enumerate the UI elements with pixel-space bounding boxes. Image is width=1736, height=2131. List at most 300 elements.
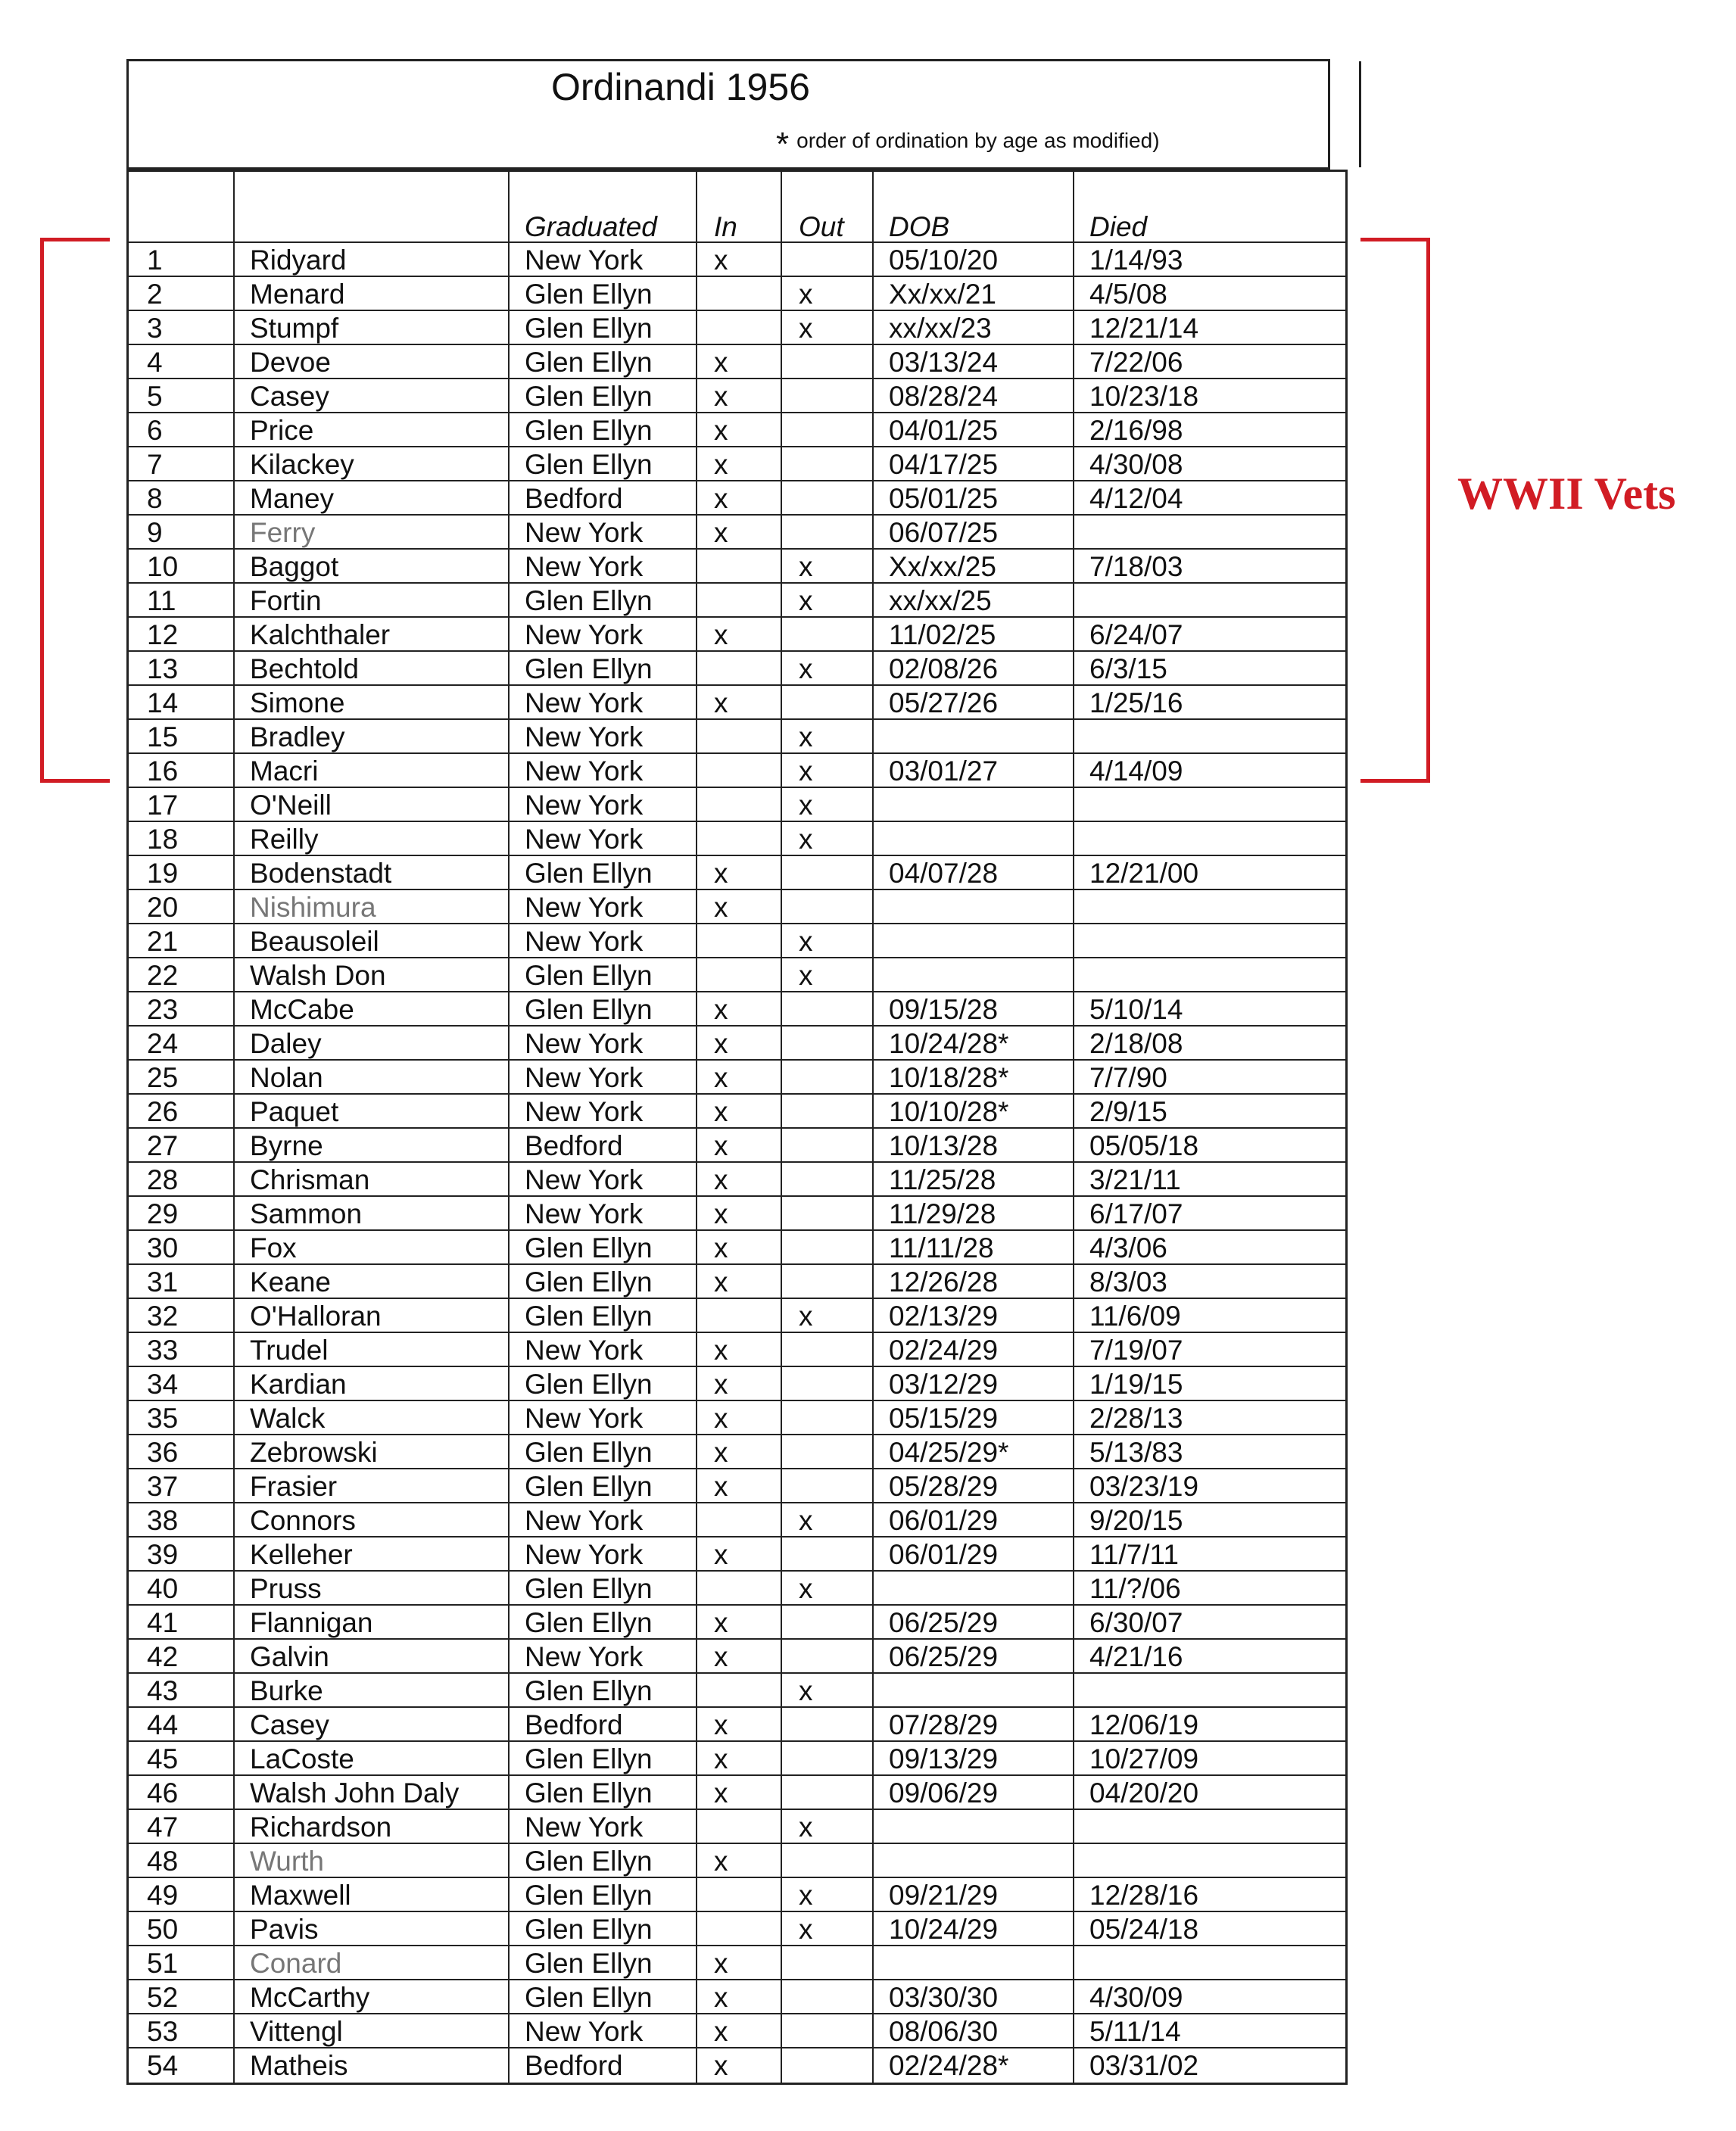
- cell-dob: 04/01/25: [874, 413, 1074, 446]
- cell-died: 12/06/19: [1089, 1709, 1199, 1740]
- cell-out: x: [782, 1878, 874, 1911]
- cell-number: 4: [129, 345, 235, 378]
- cell-number: 28: [129, 1163, 235, 1195]
- cell-died: [1074, 822, 1345, 855]
- cell-graduated: New York: [510, 1503, 697, 1536]
- cell-graduated: New York: [510, 550, 697, 582]
- cell-in: x: [697, 1640, 782, 1672]
- cell-dob: 04/07/28: [874, 856, 1074, 889]
- cell-died: 1/14/93: [1089, 245, 1183, 276]
- cell-name: Pavis: [235, 1912, 510, 1945]
- cell-dob: 03/13/24: [874, 345, 1074, 378]
- cell-name: Casey: [235, 1708, 510, 1740]
- cell-died: 7/7/90: [1089, 1062, 1167, 1093]
- cell-dob: 05/10/20: [874, 243, 1074, 276]
- cell-graduated: New York: [510, 720, 697, 752]
- cell-in: [697, 822, 782, 855]
- cell-name: Galvin: [235, 1640, 510, 1672]
- cell-name: Kelleher: [235, 1537, 510, 1570]
- cell-name: Bradley: [235, 720, 510, 752]
- cell-out: x: [782, 720, 874, 752]
- table-row: [129, 1640, 1345, 1674]
- cell-dob: xx/xx/25: [874, 584, 1074, 616]
- cell-graduated: New York: [510, 2014, 697, 2047]
- cell-out: [782, 1844, 874, 1877]
- cell-in: [697, 1503, 782, 1536]
- cell-in: [697, 958, 782, 991]
- cell-graduated: Glen Ellyn: [510, 1572, 697, 1604]
- table-row: [129, 686, 1345, 720]
- page-title: Ordinandi 1956: [551, 66, 810, 108]
- cell-graduated: New York: [510, 686, 697, 718]
- cell-died: 10/27/09: [1089, 1743, 1199, 1774]
- cell-number: 31: [129, 1265, 235, 1298]
- cell-out: [782, 379, 874, 412]
- cell-graduated: Bedford: [510, 2048, 697, 2083]
- cell-graduated: New York: [510, 1333, 697, 1366]
- cell-name: Nishimura: [235, 890, 510, 923]
- cell-died: 6/3/15: [1089, 653, 1167, 684]
- cell-out: x: [782, 1503, 874, 1536]
- cell-graduated: Glen Ellyn: [510, 1742, 697, 1774]
- cell-name: Price: [235, 413, 510, 446]
- cell-name: Walsh Don: [235, 958, 510, 991]
- cell-died: 7/22/06: [1089, 347, 1183, 378]
- cell-graduated: Glen Ellyn: [510, 652, 697, 684]
- cell-graduated: New York: [510, 754, 697, 787]
- cell-number: 39: [129, 1537, 235, 1570]
- cell-graduated: New York: [510, 1027, 697, 1059]
- subtitle-text: order of ordination by age as modified): [796, 129, 1160, 152]
- cell-name: Trudel: [235, 1333, 510, 1366]
- cell-dob: [874, 1572, 1074, 1604]
- table-row: [129, 447, 1345, 481]
- cell-in: x: [697, 1265, 782, 1298]
- cell-in: x: [697, 481, 782, 514]
- cell-in: x: [697, 1027, 782, 1059]
- cell-number: 5: [129, 379, 235, 412]
- table-row: [129, 788, 1345, 822]
- column-header-died: Died: [1089, 211, 1148, 241]
- cell-dob: [874, 1674, 1074, 1706]
- cell-in: [697, 788, 782, 821]
- cell-died: [1074, 788, 1345, 821]
- cell-number: 6: [129, 413, 235, 446]
- table-row: [129, 516, 1345, 550]
- table-row: [129, 1742, 1345, 1776]
- cell-number: 51: [129, 1946, 235, 1979]
- cell-died: [1074, 1674, 1345, 1706]
- cell-number: 14: [129, 686, 235, 718]
- cell-dob: 11/11/28: [874, 1231, 1074, 1263]
- cell-name: Walck: [235, 1401, 510, 1434]
- cell-number: 44: [129, 1708, 235, 1740]
- cell-graduated: New York: [510, 618, 697, 650]
- cell-died: 5/10/14: [1089, 994, 1183, 1025]
- cell-number: 22: [129, 958, 235, 991]
- cell-dob: 04/25/29*: [874, 1435, 1074, 1468]
- column-header-in: In: [697, 172, 782, 241]
- cell-number: 15: [129, 720, 235, 752]
- cell-died: 3/21/11: [1089, 1164, 1181, 1195]
- cell-graduated: Glen Ellyn: [510, 1878, 697, 1911]
- cell-died: 6/30/07: [1089, 1607, 1183, 1638]
- cell-name: Bodenstadt: [235, 856, 510, 889]
- table-row: [129, 1572, 1345, 1606]
- cell-in: x: [697, 890, 782, 923]
- cell-number: 36: [129, 1435, 235, 1468]
- cell-name: Fox: [235, 1231, 510, 1263]
- cell-in: [697, 1878, 782, 1911]
- cell-number: 46: [129, 1776, 235, 1809]
- cell-out: [782, 1231, 874, 1263]
- cell-in: x: [697, 1606, 782, 1638]
- table-row: [129, 958, 1345, 992]
- column-header-dob: DOB: [874, 172, 1074, 241]
- cell-in: [697, 550, 782, 582]
- table-row: [129, 652, 1345, 686]
- table-row: [129, 584, 1345, 618]
- cell-number: 20: [129, 890, 235, 923]
- table-row: [129, 856, 1345, 890]
- cell-out: [782, 1367, 874, 1400]
- cell-name: Byrne: [235, 1129, 510, 1161]
- cell-dob: 09/06/29: [874, 1776, 1074, 1809]
- cell-graduated: Glen Ellyn: [510, 992, 697, 1025]
- cell-in: x: [697, 856, 782, 889]
- cell-dob: 08/06/30: [874, 2014, 1074, 2047]
- cell-name: Frasier: [235, 1469, 510, 1502]
- cell-out: [782, 516, 874, 548]
- table-row: [129, 1776, 1345, 1810]
- cell-out: x: [782, 584, 874, 616]
- cell-died: [1074, 924, 1345, 957]
- table-row: [129, 311, 1345, 345]
- cell-number: 38: [129, 1503, 235, 1536]
- cell-in: x: [697, 618, 782, 650]
- cell-graduated: Glen Ellyn: [510, 1231, 697, 1263]
- table-row: [129, 2048, 1345, 2083]
- cell-graduated: Glen Ellyn: [510, 1980, 697, 2013]
- header-box: [126, 59, 1330, 170]
- cell-dob: 05/01/25: [874, 481, 1074, 514]
- cell-name: Kalchthaler: [235, 618, 510, 650]
- cell-died: 05/24/18: [1089, 1914, 1199, 1945]
- cell-died: 4/14/09: [1089, 756, 1183, 787]
- cell-name: Macri: [235, 754, 510, 787]
- cell-out: [782, 1197, 874, 1229]
- cell-graduated: New York: [510, 1640, 697, 1672]
- cell-graduated: Glen Ellyn: [510, 1299, 697, 1332]
- cell-in: x: [697, 1708, 782, 1740]
- cell-out: x: [782, 1674, 874, 1706]
- cell-name: LaCoste: [235, 1742, 510, 1774]
- cell-died: 4/21/16: [1089, 1641, 1183, 1672]
- cell-name: Matheis: [235, 2048, 510, 2083]
- cell-graduated: Glen Ellyn: [510, 1435, 697, 1468]
- cell-graduated: Glen Ellyn: [510, 311, 697, 344]
- cell-number: 19: [129, 856, 235, 889]
- cell-out: x: [782, 788, 874, 821]
- cell-dob: 10/10/28*: [874, 1095, 1074, 1127]
- cell-dob: [874, 890, 1074, 923]
- cell-in: [697, 652, 782, 684]
- cell-died: 7/19/07: [1089, 1335, 1183, 1366]
- cell-in: [697, 1572, 782, 1604]
- cell-out: [782, 1401, 874, 1434]
- cell-died: 4/3/06: [1089, 1232, 1167, 1263]
- table-row: [129, 822, 1345, 856]
- cell-graduated: New York: [510, 788, 697, 821]
- cell-name: Devoe: [235, 345, 510, 378]
- cell-dob: 05/28/29: [874, 1469, 1074, 1502]
- cell-graduated: Glen Ellyn: [510, 1912, 697, 1945]
- cell-name: Pruss: [235, 1572, 510, 1604]
- cell-died: 6/24/07: [1089, 619, 1183, 650]
- table-row: [129, 924, 1345, 958]
- cell-graduated: Glen Ellyn: [510, 1776, 697, 1809]
- cell-graduated: Glen Ellyn: [510, 1606, 697, 1638]
- cell-graduated: New York: [510, 1537, 697, 1570]
- cell-name: Chrisman: [235, 1163, 510, 1195]
- wwii-bracket-right: [1360, 238, 1430, 783]
- cell-graduated: Glen Ellyn: [510, 447, 697, 480]
- cell-name: Conard: [235, 1946, 510, 1979]
- table-row: [129, 1333, 1345, 1367]
- cell-number: 9: [129, 516, 235, 548]
- cell-out: x: [782, 754, 874, 787]
- cell-graduated: Glen Ellyn: [510, 1674, 697, 1706]
- table-row: [129, 1980, 1345, 2014]
- cell-in: x: [697, 345, 782, 378]
- cell-died: [1074, 958, 1345, 991]
- cell-out: [782, 1980, 874, 2013]
- cell-in: [697, 277, 782, 310]
- cell-in: x: [697, 1095, 782, 1127]
- cell-name: Casey: [235, 379, 510, 412]
- cell-name: Baggot: [235, 550, 510, 582]
- cell-out: [782, 2048, 874, 2083]
- cell-dob: Xx/xx/25: [874, 550, 1074, 582]
- cell-number: 18: [129, 822, 235, 855]
- cell-died: [1074, 720, 1345, 752]
- table-row: [129, 1435, 1345, 1469]
- cell-number: 3: [129, 311, 235, 344]
- cell-in: x: [697, 1435, 782, 1468]
- cell-graduated: New York: [510, 1401, 697, 1434]
- cell-dob: 09/15/28: [874, 992, 1074, 1025]
- cell-died: 6/17/07: [1089, 1198, 1183, 1229]
- cell-graduated: Glen Ellyn: [510, 345, 697, 378]
- cell-in: [697, 584, 782, 616]
- cell-graduated: New York: [510, 243, 697, 276]
- cell-in: x: [697, 1163, 782, 1195]
- cell-out: [782, 1708, 874, 1740]
- cell-graduated: New York: [510, 924, 697, 957]
- cell-dob: 11/25/28: [874, 1163, 1074, 1195]
- cell-in: [697, 311, 782, 344]
- cell-out: [782, 1265, 874, 1298]
- cell-dob: 11/02/25: [874, 618, 1074, 650]
- cell-graduated: Glen Ellyn: [510, 1367, 697, 1400]
- wwii-bracket-left: [40, 238, 110, 783]
- table-row: [129, 992, 1345, 1027]
- cell-name: Flannigan: [235, 1606, 510, 1638]
- cell-out: [782, 1537, 874, 1570]
- cell-number: 1: [129, 243, 235, 276]
- cell-out: [782, 1129, 874, 1161]
- cell-number: 47: [129, 1810, 235, 1843]
- cell-dob: 04/17/25: [874, 447, 1074, 480]
- cell-name: Fortin: [235, 584, 510, 616]
- cell-dob: xx/xx/23: [874, 311, 1074, 344]
- table-row: [129, 1469, 1345, 1503]
- cell-name: Connors: [235, 1503, 510, 1536]
- cell-in: x: [697, 379, 782, 412]
- table-row: [129, 1197, 1345, 1231]
- cell-died: 7/18/03: [1089, 551, 1183, 582]
- cell-died: 10/23/18: [1089, 381, 1199, 412]
- cell-died: 11/6/09: [1089, 1301, 1181, 1332]
- cell-out: x: [782, 958, 874, 991]
- cell-number: 7: [129, 447, 235, 480]
- cell-died: 2/18/08: [1089, 1028, 1183, 1059]
- cell-name: Simone: [235, 686, 510, 718]
- cell-graduated: New York: [510, 1061, 697, 1093]
- cell-dob: 06/01/29: [874, 1503, 1074, 1536]
- cell-died: 12/28/16: [1089, 1880, 1199, 1911]
- cell-graduated: Glen Ellyn: [510, 1946, 697, 1979]
- cell-out: x: [782, 1912, 874, 1945]
- cell-out: [782, 447, 874, 480]
- wwii-vets-label: WWII Vets: [1457, 469, 1676, 519]
- table-row: [129, 720, 1345, 754]
- cell-number: 2: [129, 277, 235, 310]
- cell-died: [1074, 516, 1345, 548]
- cell-died: 5/11/14: [1089, 2016, 1181, 2047]
- cell-in: x: [697, 992, 782, 1025]
- cell-in: x: [697, 1333, 782, 1366]
- cell-out: [782, 345, 874, 378]
- cell-died: 9/20/15: [1089, 1505, 1183, 1536]
- cell-dob: [874, 822, 1074, 855]
- cell-dob: [874, 788, 1074, 821]
- cell-dob: [874, 1810, 1074, 1843]
- cell-died: 2/16/98: [1089, 415, 1183, 446]
- cell-died: 4/30/09: [1089, 1982, 1183, 2013]
- cell-in: [697, 1912, 782, 1945]
- cell-out: [782, 1469, 874, 1502]
- cell-died: 11/7/11: [1089, 1539, 1179, 1570]
- cell-died: 4/12/04: [1089, 483, 1183, 514]
- cell-name: O'Neill: [235, 788, 510, 821]
- cell-dob: 02/24/29: [874, 1333, 1074, 1366]
- cell-died: 1/19/15: [1089, 1369, 1183, 1400]
- cell-name: Maxwell: [235, 1878, 510, 1911]
- table-row: [129, 1810, 1345, 1844]
- cell-out: [782, 1163, 874, 1195]
- cell-died: 03/23/19: [1089, 1471, 1199, 1502]
- cell-name: Wurth: [235, 1844, 510, 1877]
- cell-in: x: [697, 516, 782, 548]
- table-row: [129, 1503, 1345, 1537]
- cell-name: Kilackey: [235, 447, 510, 480]
- table-row: [129, 481, 1345, 516]
- cell-out: [782, 618, 874, 650]
- cell-in: x: [697, 243, 782, 276]
- cell-dob: 03/12/29: [874, 1367, 1074, 1400]
- cell-number: 49: [129, 1878, 235, 1911]
- cell-name: Beausoleil: [235, 924, 510, 957]
- cell-out: [782, 243, 874, 276]
- cell-number: 35: [129, 1401, 235, 1434]
- cell-out: [782, 856, 874, 889]
- cell-number: 21: [129, 924, 235, 957]
- cell-died: 12/21/14: [1089, 313, 1199, 344]
- cell-out: [782, 481, 874, 514]
- cell-in: [697, 1299, 782, 1332]
- table-row: [129, 1231, 1345, 1265]
- cell-out: x: [782, 652, 874, 684]
- cell-dob: 07/28/29: [874, 1708, 1074, 1740]
- cell-died: 04/20/20: [1089, 1777, 1199, 1809]
- cell-in: x: [697, 1980, 782, 2013]
- cell-graduated: New York: [510, 1810, 697, 1843]
- cell-in: x: [697, 1061, 782, 1093]
- table-row: [129, 2014, 1345, 2048]
- cell-died: 4/5/08: [1089, 279, 1167, 310]
- cell-in: x: [697, 1844, 782, 1877]
- cell-number: 8: [129, 481, 235, 514]
- cell-dob: [874, 720, 1074, 752]
- table-row: [129, 1027, 1345, 1061]
- cell-name: Zebrowski: [235, 1435, 510, 1468]
- cell-died: 8/3/03: [1089, 1266, 1167, 1298]
- column-header-number: [129, 172, 235, 241]
- cell-dob: 10/13/28: [874, 1129, 1074, 1161]
- page-subtitle: [776, 118, 1160, 163]
- table-row: [129, 1265, 1345, 1299]
- cell-out: x: [782, 1299, 874, 1332]
- cell-in: [697, 720, 782, 752]
- cell-dob: Xx/xx/21: [874, 277, 1074, 310]
- cell-graduated: Glen Ellyn: [510, 1844, 697, 1877]
- table-row: [129, 1095, 1345, 1129]
- cell-number: 45: [129, 1742, 235, 1774]
- cell-number: 48: [129, 1844, 235, 1877]
- cell-died: [1074, 1810, 1345, 1843]
- ordinandi-table: [126, 170, 1348, 2085]
- table-row: [129, 1606, 1345, 1640]
- cell-dob: [874, 1844, 1074, 1877]
- cell-dob: 10/24/29: [874, 1912, 1074, 1945]
- cell-out: [782, 1061, 874, 1093]
- cell-number: 24: [129, 1027, 235, 1059]
- cell-dob: 03/01/27: [874, 754, 1074, 787]
- cell-died: [1074, 1946, 1345, 1979]
- table-row: [129, 1708, 1345, 1742]
- cell-number: 25: [129, 1061, 235, 1093]
- cell-died: 1/25/16: [1089, 687, 1183, 718]
- cell-graduated: Glen Ellyn: [510, 1265, 697, 1298]
- table-row: [129, 1401, 1345, 1435]
- cell-name: Maney: [235, 481, 510, 514]
- cell-out: [782, 1776, 874, 1809]
- table-row: [129, 1367, 1345, 1401]
- cell-name: Walsh John Daly: [235, 1776, 510, 1809]
- cell-out: [782, 413, 874, 446]
- cell-name: Vittengl: [235, 2014, 510, 2047]
